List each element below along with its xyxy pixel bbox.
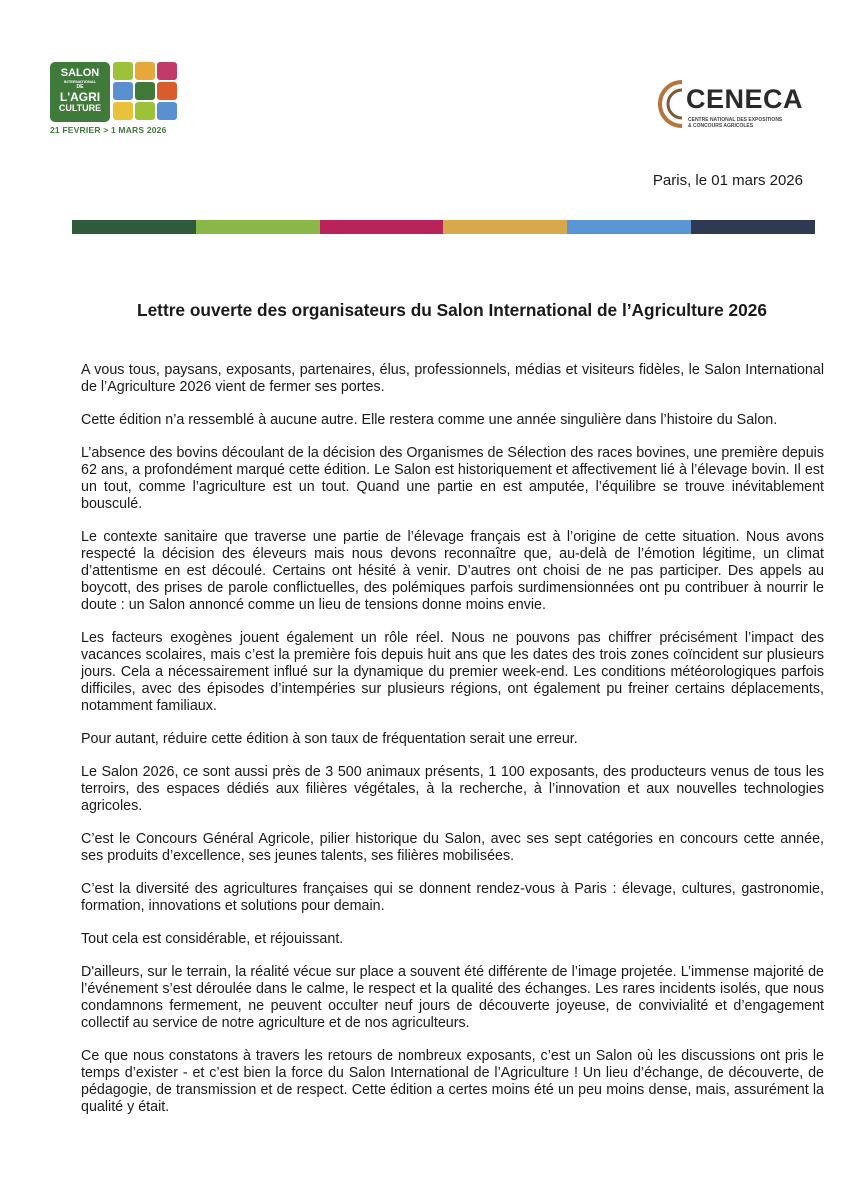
ceneca-c-mark-icon [652,74,688,134]
ceneca-subtitle-line: CENTRE NATIONAL DES EXPOSITIONS [688,117,783,123]
salon-logo-tile-icon [135,82,155,100]
salon-logo-text-block [50,62,110,122]
ceneca-name: CENECA [686,84,804,114]
color-bar-segment [567,220,691,234]
letter-paragraph: Les facteurs exogènes jouent également un rôle réel. Nous ne pouvons pas chiffrer précisément l’impact des vacances scolaires, mais c’est la première fois depuis huit ans que les dates des trois zones coïncident sur plusieurs jours. Cela a nécessairement influé sur la dynamique du premier week-end. Les conditions météorologiques parfois difficiles, avec des épisodes d’intempéries sur plusieurs régions, ont également pu freiner certains déplacements, notamment familiaux. [81,630,824,714]
salon-logo-line: DE [76,84,84,90]
salon-logo-tile-icon [157,62,177,80]
letter-paragraph: D'ailleurs, sur le terrain, la réalité vécue sur place a souvent été différente de l’image projetée. L’immense majorité de l’événement s’est déroulée dans le calme, le respect et la qualité des échanges. Les rares incidents isolés, que nous condamnons fermement, ne peuvent occulter neuf jours de découverte joyeuse, de convivialité et d’engagement collectif au service de notre agriculture et de nos agriculteurs. [81,964,824,1031]
salon-logo-tile-icon [113,102,133,120]
letter-body [81,362,824,1132]
letter-paragraph: Ce que nous constatons à travers les retours de nombreux exposants, c’est un Salon où les discussions ont pris le temps d’exister - et c’est bien la force du Salon International de l’Agriculture ! Un lieu d’échange, de découverte, de pédagogie, de transmission et de respect. Cette édition a certes moins été un peu moins dense, mais, assurément la qualité y était. [81,1048,824,1115]
salon-logo-tile-icon [157,102,177,120]
salon-logo-line: SALON [60,67,100,79]
letter-paragraph: Tout cela est considérable, et réjouissant. [81,931,344,947]
letter-date: Paris, le 01 mars 2026 [652,172,803,189]
ceneca-subtitle-line: & CONCOURS AGRICOLES [688,123,754,129]
color-bar-segment [443,220,567,234]
salon-logo-line: L'AGRI [59,90,101,104]
ceneca-logo [652,74,812,134]
letter-paragraph: Le Salon 2026, ce sont aussi près de 3 500 animaux présents, 1 100 exposants, des producteurs venus de tous les terroirs, des espaces dédiés aux filières végétales, à la recherche, à l’innovation et aux nouvelles technologies agricoles. [81,764,824,814]
color-bar-segment [691,220,815,234]
letter-paragraph: Cette édition n’a ressemblé à aucune autre. Elle restera comme une année singulière dans l’histoire du Salon. [81,412,778,428]
letter-paragraph: C’est le Concours Général Agricole, pilier historique du Salon, avec ses sept catégories en concours cette année, ses produits d’excellence, ses jeunes talents, ses filières mobilisées. [81,831,824,864]
letter-paragraph: Pour autant, réduire cette édition à son taux de fréquentation serait une erreur. [81,731,578,747]
color-bar-segment [320,220,444,234]
letter-paragraph: Le contexte sanitaire que traverse une partie de l’élevage français est à l’origine de cette situation. Nous avons respecté la décision des éleveurs mais nous devons reconnaître que, au-delà de l’émotion légitime, un climat d’attentisme en est découlé. Certains ont hésité à venir. D’autres ont choisi de ne pas participer. Des appels au boycott, des prises de parole conflictuelles, des polémiques parfois surdimensionnées ont pu contribuer à nourrir le doute : un Salon annoncé comme un lieu de tensions donne moins envie. [81,529,824,613]
salon-logo-line: INTERNATIONAL [63,79,97,84]
letter-paragraph: C’est la diversité des agricultures françaises qui se donnent rendez-vous à Paris : élevage, cultures, gastronomie, formation, innovations et solutions pour demain. [81,881,824,914]
salon-logo-tile-icon [135,62,155,80]
color-bar-segment [72,220,196,234]
ceneca-subtitle [688,117,782,129]
salon-logo-line: CULTURE [58,103,102,113]
salon-agriculture-logo [50,62,182,136]
salon-logo-tile-icon [157,82,177,100]
salon-dates: 21 FEVRIER > 1 MARS 2026 [50,125,167,135]
salon-logo-tile-icon [113,82,133,100]
color-bar-segment [196,220,320,234]
salon-logo-icon-tiles [113,62,179,122]
color-divider-bar [72,220,815,234]
letter-title: Lettre ouverte des organisateurs du Salon International de l’Agriculture 2026 [137,300,767,320]
letter-paragraph: L’absence des bovins découlant de la décision des Organismes de Sélection des races bovines, une première depuis 62 ans, a profondément marqué cette édition. Le Salon est historiquement et affectivement lié à l’élevage bovin. Il est un tout, comme l’agriculture est un tout. Quand une partie en est amputée, l’équilibre se trouve inévitablement bousculé. [81,445,824,512]
letter-paragraph: A vous tous, paysans, exposants, partenaires, élus, professionnels, médias et visiteurs fidèles, le Salon International de l’Agriculture 2026 vient de fermer ses portes. [81,362,824,395]
salon-logo-tile-icon [135,102,155,120]
salon-logo-tile-icon [113,62,133,80]
